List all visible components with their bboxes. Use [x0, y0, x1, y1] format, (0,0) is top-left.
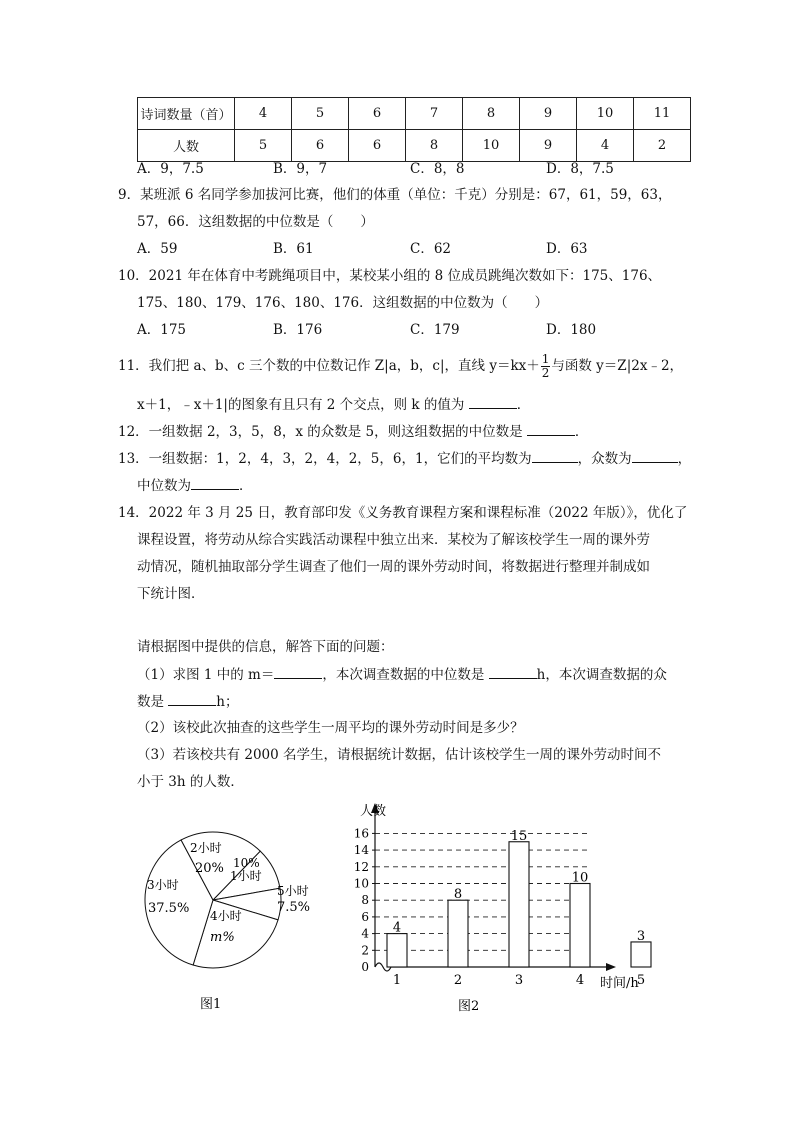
y-tick-label: 6	[361, 909, 369, 924]
pie-label-2h-name: 2小时	[190, 841, 222, 855]
q8-option-d: D．8，7.5	[546, 161, 614, 177]
table-cell: 8	[463, 98, 520, 130]
q14-sub1-text-a: （1）求图 1 中的 m＝	[137, 667, 275, 683]
bar-value-label: 4	[392, 920, 402, 936]
q11-stem-line1	[118, 352, 683, 380]
bar-value-label: 3	[636, 928, 646, 944]
y-tick-label: 4	[361, 926, 369, 941]
q10-stem-line2: 175、180、179、176、180、176．这组数据的中位数为（ ）	[137, 295, 549, 311]
q9-stem-line1: 9．某班派 6 名同学参加拔河比赛，他们的体重（单位：千克）分别是：67，61，59，63，	[118, 187, 672, 203]
table-cell: 4	[235, 98, 292, 130]
y-tick-label: 8	[361, 893, 369, 908]
fraction-numerator: 1	[541, 352, 550, 366]
q11-end: ．	[516, 397, 531, 413]
bar-1	[387, 934, 407, 967]
x-axis-label: 时间/h	[600, 976, 639, 991]
fraction-denominator: 2	[541, 366, 550, 380]
table-cell: 5	[235, 130, 292, 162]
q14-stem-line3: 动情况，随机抽取部分学生调查了他们一周的课外劳动时间，将数据进行整理并制成如	[137, 559, 650, 575]
y-axis-label: 人数	[360, 804, 387, 819]
bar-3	[509, 842, 529, 967]
y-tick-label: 12	[353, 859, 369, 874]
bar-2	[448, 900, 468, 967]
answer-blank	[274, 664, 322, 679]
q8-option-c: C．8，8	[410, 161, 465, 177]
q11-text-part1: 11．我们把 a、b、c 三个数的中位数记作 Z|a，b，c|，直线 y＝kx＋	[118, 358, 540, 374]
q14-sub1-text-b: ，本次调查数据的中位数是	[322, 667, 485, 683]
table-cell: 2	[634, 130, 691, 162]
table-cell: 7	[406, 98, 463, 130]
bar-marks	[387, 829, 651, 988]
bar-value-label: 10	[571, 870, 589, 886]
q13-text-e: ．	[239, 478, 253, 494]
q14-sub1-text-e: h；	[216, 694, 239, 710]
pie-chart-figure1	[130, 800, 330, 1030]
q9-option-c: C．62	[410, 241, 452, 257]
table-header-label: 诗词数量（首）	[138, 98, 235, 130]
q11-text-line2: x＋1，﹣x＋1|的图象有且只有 2 个交点，则 k 的值为	[137, 397, 465, 413]
q8-option-b: B．9，7	[273, 161, 328, 177]
pie-label-5h-name: 5小时	[277, 884, 309, 898]
q9-option-a: A．59	[137, 241, 178, 257]
x-tick-label: 1	[392, 973, 402, 988]
pie-label-4h-percent: m%	[210, 930, 235, 945]
q11-fraction	[541, 353, 551, 380]
answer-blank	[469, 394, 517, 409]
answer-blank	[168, 691, 216, 706]
pie-label-4h-name: 4小时	[210, 909, 242, 923]
table-cell: 8	[406, 130, 463, 162]
y-tick-label: 14	[353, 843, 369, 858]
x-tick-label: 4	[575, 973, 585, 988]
table-cell: 10	[463, 130, 520, 162]
q11-text-part2: 与函数 y＝Z|2x﹣2，	[551, 358, 684, 374]
q11-stem-line2	[137, 394, 530, 415]
table-row	[138, 98, 691, 130]
q8-option-a: A．9，7.5	[137, 161, 204, 177]
table-cell: 6	[292, 130, 349, 162]
q13-stem-line2	[137, 475, 253, 496]
answer-blank	[489, 664, 537, 679]
y-tick-label: 0	[361, 960, 369, 974]
bar-grid	[375, 833, 590, 950]
table-row	[138, 130, 691, 162]
figure2-caption: 图2	[458, 999, 480, 1014]
pie-label-1h-percent: 10%	[233, 856, 260, 870]
q9-option-d: D．63	[546, 241, 588, 257]
q14-stem-line4: 下统计图．	[137, 586, 205, 602]
q10-option-a: A．175	[137, 322, 187, 338]
bar-4	[570, 884, 590, 968]
q12-end: ．	[574, 424, 589, 440]
x-tick-label: 5	[636, 973, 646, 988]
q13-stem-line1	[118, 448, 691, 469]
answer-blank	[632, 448, 678, 463]
q14-sub1-line2	[137, 691, 239, 712]
q10-option-b: B．176	[273, 322, 323, 338]
q14-stem-line2: 课程设置，将劳动从综合实践活动课程中独立出来．某校为了解该校学生一周的课外劳	[137, 532, 650, 548]
bar-chart-figure2	[330, 795, 660, 1020]
q14-prompt: 请根据图中提供的信息，解答下面的问题：	[137, 639, 394, 655]
bar-value-label: 15	[510, 828, 528, 844]
q10-option-c: C．179	[410, 322, 460, 338]
table-cell: 10	[577, 98, 634, 130]
table-cell: 9	[520, 130, 577, 162]
table-cell: 6	[349, 130, 406, 162]
y-tick-label: 2	[361, 943, 369, 958]
x-tick-label: 2	[453, 973, 463, 988]
pie-label-1h-name: 1小时	[230, 869, 262, 883]
q9-stem-line2: 57，66．这组数据的中位数是（ ）	[137, 214, 374, 230]
q14-sub2: （2）该校此次抽查的这些学生一周平均的课外劳动时间是多少？	[137, 720, 524, 736]
q13-text-c: ，	[677, 451, 692, 467]
q10-option-d: D．180	[546, 322, 597, 338]
poem-count-table	[137, 97, 691, 162]
q14-sub1-text-c: h，本次调查数据的众	[536, 667, 667, 683]
x-tick-label: 3	[514, 973, 524, 988]
x-axis-arrow	[606, 963, 616, 971]
q14-sub3-line1: （3）若该校共有 2000 名学生，请根据统计数据，估计该校学生一周的课外劳动时间不	[137, 747, 662, 763]
q14-sub1-text-d: 数是	[137, 694, 164, 710]
q10-stem-line1: 10．2021 年在体育中考跳绳项目中，某校某小组的 8 位成员跳绳次数如下：175、176、	[118, 268, 662, 284]
y-tick-label: 10	[353, 876, 369, 891]
table-cell: 11	[634, 98, 691, 130]
table-cell: 9	[520, 98, 577, 130]
table-row-label: 人数	[138, 130, 235, 162]
q13-text-a: 13．一组数据：1，2，4，3，2，4，2，5，6，1，它们的平均数为	[118, 451, 532, 467]
q12-stem	[118, 421, 588, 442]
pie-label-5h-percent: 7.5%	[277, 900, 311, 915]
answer-blank	[191, 475, 239, 490]
q14-sub3-line2: 小于 3h 的人数．	[137, 774, 244, 790]
answer-blank	[532, 448, 578, 463]
q14-stem-line1: 14．2022 年 3 月 25 日，教育部印发《义务教育课程方案和课程标准（2022 年版）》，优化了	[118, 505, 688, 521]
pie-label-2h-percent: 20%	[195, 861, 224, 876]
answer-blank	[527, 421, 575, 436]
bar-value-label: 8	[453, 887, 463, 903]
q13-text-b: ，众数为	[577, 451, 632, 467]
table-cell: 5	[292, 98, 349, 130]
figure1-caption: 图1	[200, 997, 222, 1012]
q12-text: 12．一组数据 2，3，5，8，x 的众数是 5，则这组数据的中位数是	[118, 424, 523, 440]
pie-label-3h-name: 3小时	[147, 878, 179, 892]
pie-label-3h-percent: 37.5%	[148, 901, 190, 916]
table-cell: 6	[349, 98, 406, 130]
q9-option-b: B．61	[273, 241, 314, 257]
table-cell: 4	[577, 130, 634, 162]
q14-sub1-line1	[137, 664, 667, 685]
bar-5	[631, 942, 651, 967]
y-tick-label: 16	[353, 826, 369, 841]
q13-text-d: 中位数为	[137, 478, 191, 494]
